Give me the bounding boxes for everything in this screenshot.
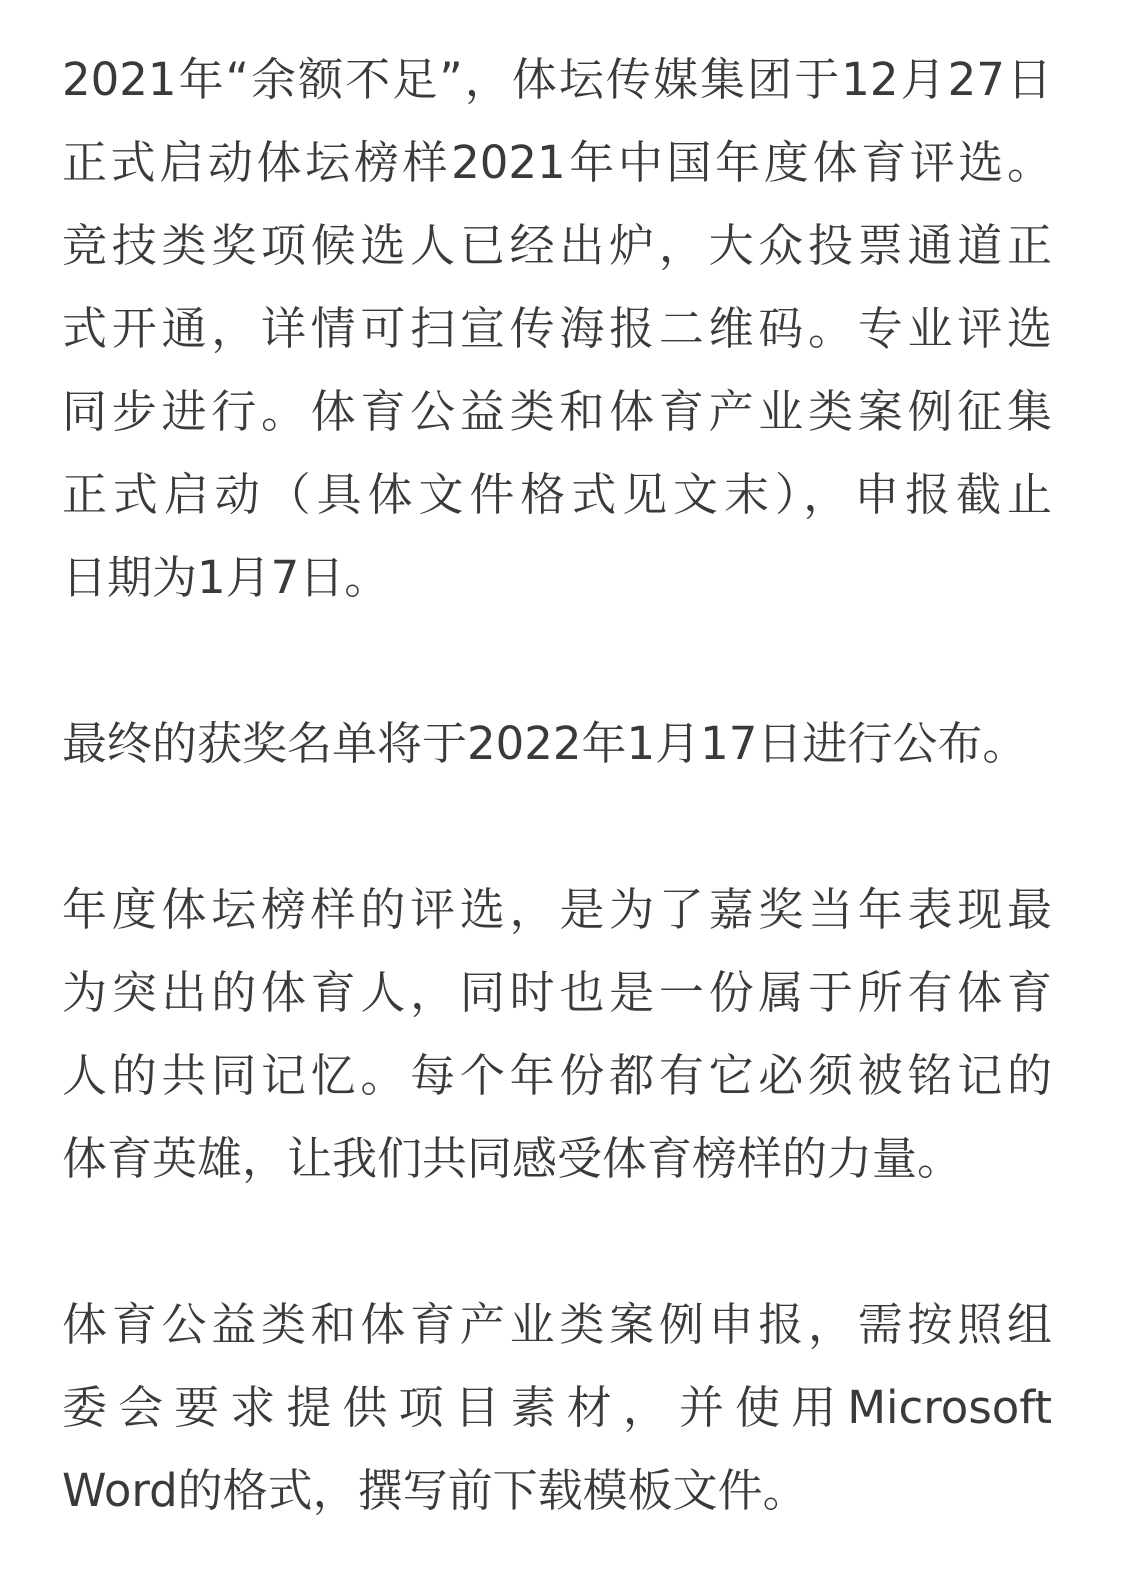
text-line: Word的格式，撰写前下载模板文件。 [62, 1464, 808, 1517]
text-line: 2021年“余额不足”，体坛传媒集团于12月27日 [62, 53, 1052, 106]
text-line: 体育公益类和体育产业类案例申报，需按照组 [62, 1298, 1052, 1351]
text-line: 最终的获奖名单将于2022年1月17日进行公布。 [62, 717, 1028, 770]
paragraph-spacer [62, 785, 1052, 868]
paragraph-spacer [62, 1200, 1052, 1283]
text-line: 年度体坛榜样的评选，是为了嘉奖当年表现最 [62, 883, 1052, 936]
paragraph-spacer [62, 619, 1052, 702]
text-line: 正式启动（具体文件格式见文末），申报截止 [62, 468, 1052, 521]
text-line: 委会要求提供项目素材，并使用Microsoft [62, 1381, 1052, 1434]
text-line: 式开通，详情可扫宣传海报二维码。专业评选 [62, 302, 1052, 355]
article-body [62, 38, 1052, 1532]
text-line: 同步进行。体育公益类和体育产业类案例征集 [62, 385, 1052, 438]
paragraph-result-date [62, 702, 1052, 785]
text-line: 人的共同记忆。每个年份都有它必须被铭记的 [62, 1049, 1052, 1102]
paragraph-submission [62, 1283, 1052, 1532]
text-line: 正式启动体坛榜样2021年中国年度体育评选。 [62, 136, 1052, 189]
paragraph-announcement [62, 38, 1052, 619]
paragraph-purpose [62, 868, 1052, 1200]
text-line: 为突出的体育人，同时也是一份属于所有体育 [62, 966, 1052, 1019]
text-line: 日期为1月7日。 [62, 551, 390, 604]
text-line: 体育英雄，让我们共同感受体育榜样的力量。 [62, 1132, 963, 1185]
text-line: 竞技类奖项候选人已经出炉，大众投票通道正 [62, 219, 1052, 272]
